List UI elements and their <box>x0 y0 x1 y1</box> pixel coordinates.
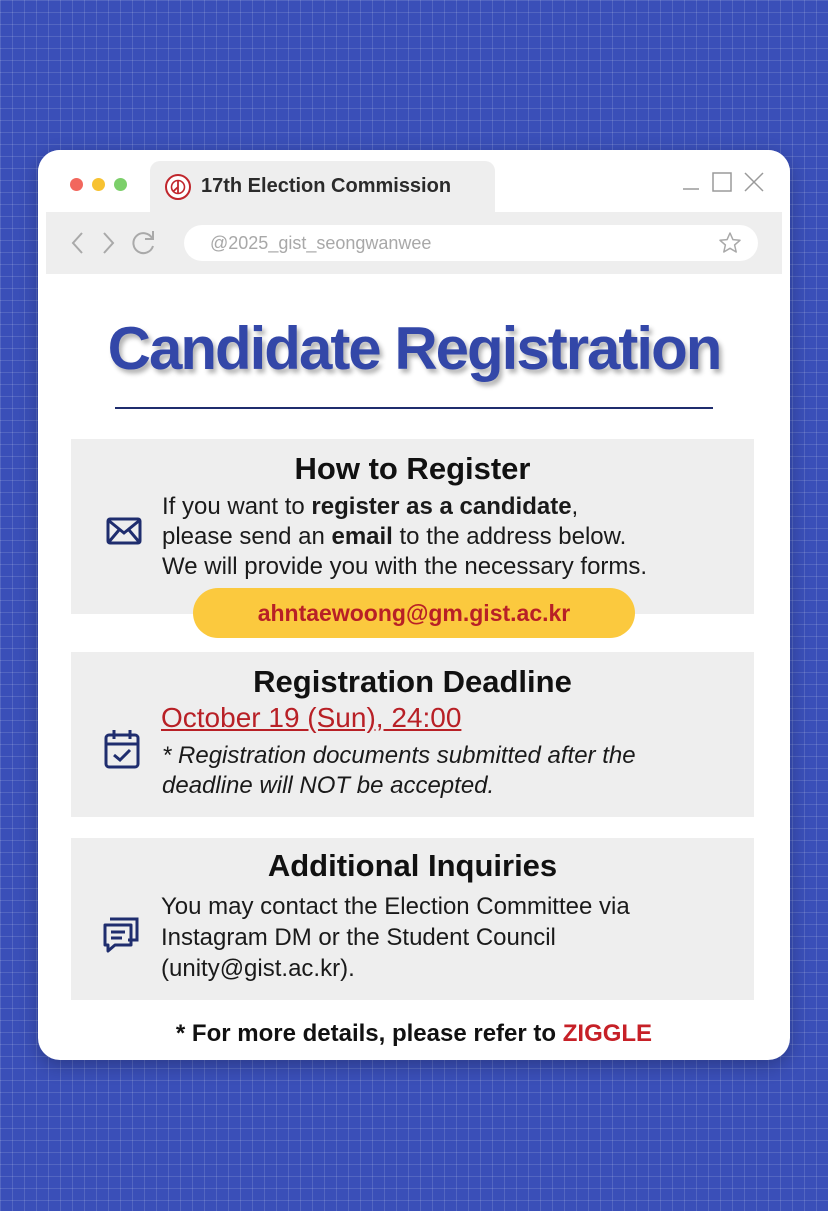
how-to-register-text <box>162 492 647 582</box>
deadline-note-line1: * Registration documents submitted after the <box>162 742 636 769</box>
maximize-icon[interactable] <box>712 172 732 192</box>
browser-tab[interactable] <box>150 161 495 212</box>
registration-deadline-heading: Registration Deadline <box>253 664 572 699</box>
how-to-register-line1: If you want to register as a candidate, <box>162 493 579 520</box>
close-icon[interactable] <box>744 172 764 192</box>
title-divider <box>115 407 713 409</box>
footer-note <box>38 1020 790 1048</box>
bookmark-star-icon[interactable] <box>718 231 742 260</box>
back-icon[interactable] <box>68 229 88 262</box>
election-commission-logo-icon <box>165 174 191 200</box>
reload-icon[interactable] <box>128 228 158 263</box>
title-bar <box>38 150 790 212</box>
registration-deadline-panel <box>71 652 754 817</box>
how-to-register-line2: please send an email to the address below. <box>162 523 627 550</box>
minimize-dot[interactable] <box>92 178 105 191</box>
window-traffic-lights <box>70 178 127 191</box>
minimize-icon[interactable] <box>682 173 700 191</box>
additional-inquiries-panel <box>71 838 754 1000</box>
how-to-register-line3: We will provide you with the necessary forms. <box>162 553 648 580</box>
ziggle-link[interactable]: ZIGGLE <box>562 1020 653 1047</box>
inquiries-line1: You may contact the Election Committee via <box>161 893 630 920</box>
chat-icon <box>102 916 140 959</box>
page-title: Candidate Registration <box>107 315 721 382</box>
forward-icon[interactable] <box>98 229 118 262</box>
url-input[interactable] <box>184 225 758 261</box>
window-controls <box>682 172 764 192</box>
additional-inquiries-text <box>161 891 630 984</box>
deadline-note-line2: deadline will NOT be accepted. <box>162 772 495 799</box>
navigation-controls <box>68 228 158 263</box>
deadline-date: October 19 (Sun), 24:00 <box>161 702 462 733</box>
inquiries-line3: (unity@gist.ac.kr). <box>161 955 355 982</box>
browser-window <box>38 150 790 1060</box>
email-address-badge[interactable]: ahntaewoong@gm.gist.ac.kr <box>193 588 635 638</box>
address-bar <box>46 212 782 274</box>
maximize-dot[interactable] <box>114 178 127 191</box>
additional-inquiries-heading: Additional Inquiries <box>267 848 558 883</box>
deadline-note <box>162 741 636 801</box>
footer-prefix: * For more details, please refer to <box>175 1020 563 1047</box>
how-to-register-heading: How to Register <box>294 451 531 486</box>
page-content <box>38 274 790 1060</box>
inquiries-line2: Instagram DM or the Student Council <box>161 924 556 951</box>
tab-title: 17th Election Commission <box>201 175 452 197</box>
close-dot[interactable] <box>70 178 83 191</box>
mail-icon <box>106 517 142 550</box>
url-text: @2025_gist_seongwanwee <box>210 233 432 253</box>
calendar-check-icon <box>104 729 140 774</box>
